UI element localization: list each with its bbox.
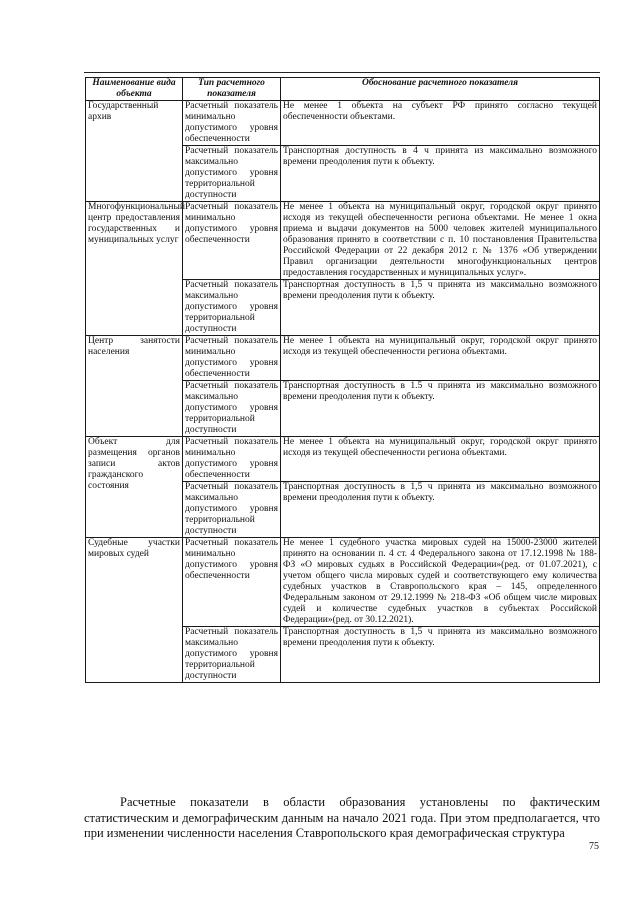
object-name-cell: Судебные участки мировых судей <box>86 538 183 683</box>
justification-cell: Транспортная доступность в 1.5 ч принята из максимально возможного времени преодоления пути к объекту. <box>281 381 600 437</box>
justification-cell: Не менее 1 объекта на муниципальный округ, городской округ принято исходя из текущей обеспеченности региона объектами. <box>281 336 600 381</box>
indicators-table <box>85 77 600 683</box>
justification-cell: Транспортная доступность в 1,5 ч принята из максимально возможного времени преодоления пути к объекту. <box>281 627 600 683</box>
indicator-type-cell: Расчетный показатель минимально допустимого уровня обеспеченности <box>183 101 281 146</box>
table-row <box>86 336 600 381</box>
indicator-type-cell: Расчетный показатель максимально допустимого уровня территориальной доступности <box>183 381 281 437</box>
table-header-row <box>86 78 600 101</box>
header-object-type: Наименование вида объекта <box>86 78 183 101</box>
page-number: 75 <box>589 841 599 852</box>
justification-cell: Транспортная доступность в 4 ч принята из максимально возможного времени преодоления пути к объекту. <box>281 146 600 202</box>
justification-cell: Транспортная доступность в 1,5 ч принята из максимально возможного времени преодоления пути к объекту. <box>281 482 600 538</box>
table-row <box>86 437 600 482</box>
object-name-cell: Государственный архив <box>86 101 183 202</box>
body-paragraph: Расчетные показатели в области образования установлены по фактическим статистическим и демографическим данным на начало 2021 года. При этом предполагается, что при изменении численности населения Ставропольского края демографическая структура <box>84 795 600 840</box>
table-row <box>86 101 600 146</box>
table-row <box>86 538 600 627</box>
justification-cell: Не менее 1 объекта на муниципальный округ, городской округ принято исходя из текущей обеспеченности региона объектами. Не менее 1 окна приема и выдачи документов на 5000 человек жителей муниципального образования принято в соответствии с п. 10 постановления Правительства Российской Федерации от 22 декабря 2012 г. № 1376 «Об утверждении Правил организации деятельности многофункциональных центров предоставления государственных и муниципальных услуг». <box>281 202 600 280</box>
indicator-type-cell: Расчетный показатель максимально допустимого уровня территориальной доступности <box>183 280 281 336</box>
header-rule <box>84 72 600 73</box>
header-justification: Обоснование расчетного показателя <box>281 78 600 101</box>
indicator-type-cell: Расчетный показатель минимально допустимого уровня обеспеченности <box>183 336 281 381</box>
object-name-cell: Центр занятости населения <box>86 336 183 437</box>
indicator-type-cell: Расчетный показатель максимально допустимого уровня территориальной доступности <box>183 627 281 683</box>
object-name-cell: Многофункциональный центр предоставления государственных и муниципальных услуг <box>86 202 183 336</box>
justification-cell: Не менее 1 судебного участка мировых судей на 15000-23000 жителей принято на основании п. 4 ст. 4 Федерального закона от 17.12.1998 № 188-ФЗ «О мировых судьях в Российской Федерации»(ред. от 01.07.2021), с учетом общего числа мировых судей и соответствующего ему количества судебных участков в Ставропольского края – 145, определенного Федеральным законом от 29.12.1999 № 218-ФЗ «Об общем числе мировых судей и количестве судебных участков в субъектах Российской Федерации»(ред. от 30.12.2021). <box>281 538 600 627</box>
object-name-cell: Объект для размещения органов записи актов гражданского состояния <box>86 437 183 538</box>
indicator-type-cell: Расчетный показатель максимально допустимого уровня территориальной доступности <box>183 482 281 538</box>
indicator-type-cell: Расчетный показатель минимально допустимого уровня обеспеченности <box>183 437 281 482</box>
header-indicator-type: Тип расчетного показателя <box>183 78 281 101</box>
indicator-type-cell: Расчетный показатель максимально допустимого уровня территориальной доступности <box>183 146 281 202</box>
indicator-type-cell: Расчетный показатель минимально допустимого уровня обеспеченности <box>183 538 281 627</box>
table-row <box>86 202 600 280</box>
justification-cell: Не менее 1 объекта на муниципальный округ, городской округ принято исходя из текущей обеспеченности региона объектами. <box>281 437 600 482</box>
justification-cell: Не менее 1 объекта на субъект РФ принято согласно текущей обеспеченности объектами. <box>281 101 600 146</box>
indicator-type-cell: Расчетный показатель минимально допустимого уровня обеспеченности <box>183 202 281 280</box>
justification-cell: Транспортная доступность в 1,5 ч принята из максимально возможного времени преодоления пути к объекту. <box>281 280 600 336</box>
